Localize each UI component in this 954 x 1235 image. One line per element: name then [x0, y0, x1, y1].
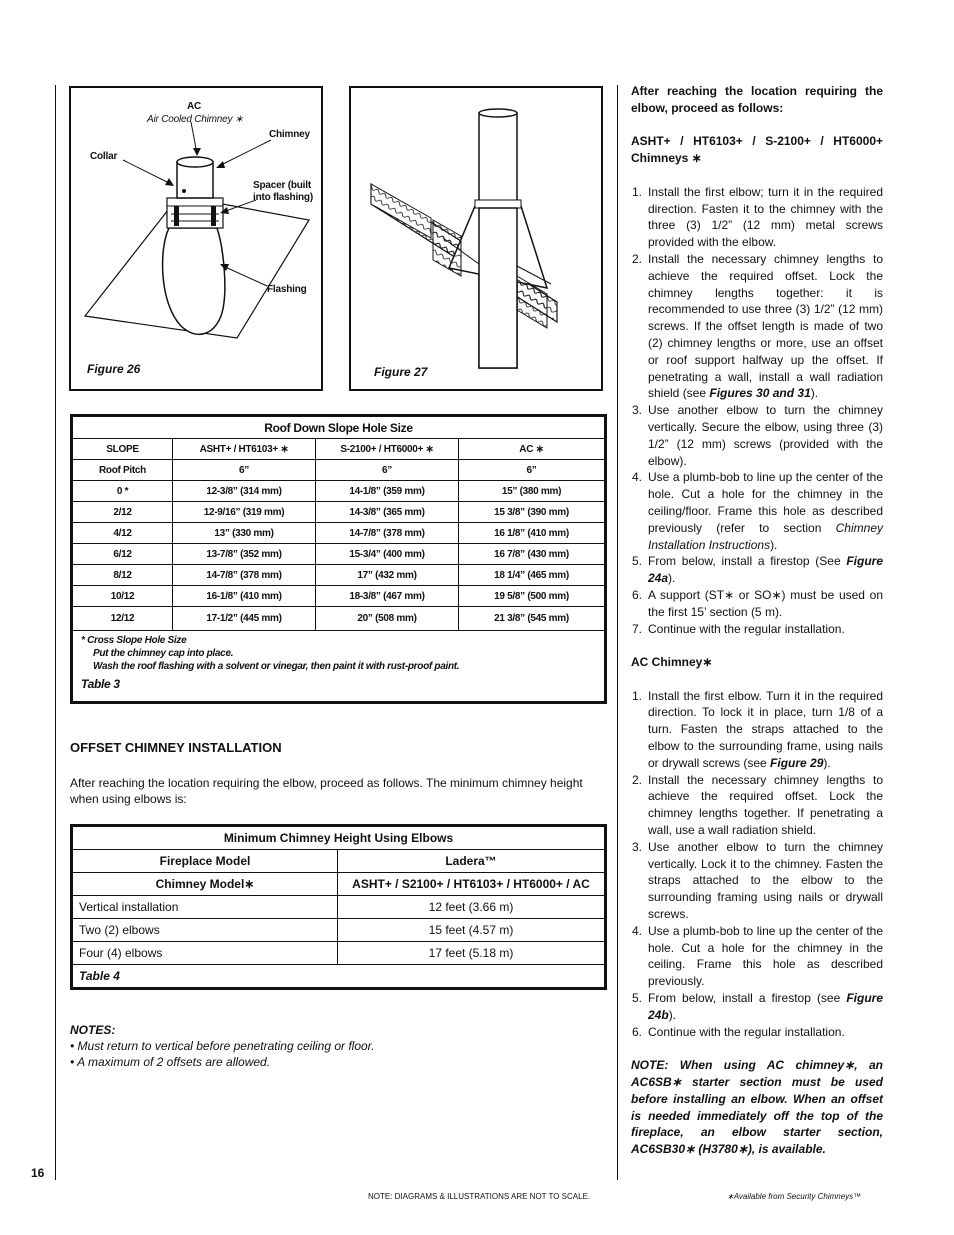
- step-text: Use a plumb-bob to line up the center of the hole. Cut a hole for the chimney in the ceiling/floor. Frame this hole as described previously (refer to section: [648, 470, 883, 535]
- table-3-note-1: * Cross Slope Hole Size: [81, 635, 187, 646]
- table-4: [70, 824, 607, 990]
- table-cell: 14-7/8” (378 mm): [173, 565, 316, 586]
- table-cell: 15 feet (4.57 m): [338, 919, 605, 942]
- figure-reference: Figure 24a: [648, 554, 883, 586]
- table-row: [73, 919, 605, 942]
- list-item: [631, 990, 883, 1024]
- label-collar: Collar: [90, 151, 118, 162]
- list-item: [631, 923, 883, 990]
- step-number: 6.: [632, 587, 643, 602]
- step-text: Install the necessary chimney lengths to achieve the required offset. Lock the chimney lengths together: it is recommended to use three (3) 1/2” (12 mm) screws. If the offset length is made of two (2) chimney lengths or more, use an offset or roof support halfway up the offset. If penetrating a wall, install a wall radiation shield (see: [648, 251, 883, 401]
- table-cell: 17-1/2” (445 mm): [173, 607, 316, 631]
- table-cell: 12-9/16” (319 mm): [173, 502, 316, 523]
- table-4-title: Minimum Chimney Height Using Elbows: [73, 827, 605, 850]
- table-cell: 12 feet (3.66 m): [338, 896, 605, 919]
- page-number: 16: [31, 1166, 45, 1180]
- table-row: [73, 502, 605, 523]
- table-row: [73, 481, 605, 502]
- right-column: [631, 83, 883, 1158]
- table-cell: 21 3/8” (545 mm): [459, 607, 605, 631]
- step-text: Continue with the regular installation.: [648, 1024, 845, 1039]
- table-cell: 15 3/8” (390 mm): [459, 502, 605, 523]
- table-cell: 20” (508 mm): [316, 607, 459, 631]
- table-cell: 10/12: [73, 586, 173, 607]
- table-cell: 16 7/8” (430 mm): [459, 544, 605, 565]
- list-item: [631, 1024, 883, 1041]
- table-row: [73, 896, 605, 919]
- table-3: [70, 414, 607, 704]
- table-4-caption: Table 4: [73, 965, 605, 988]
- offset-heading: OFFSET CHIMNEY INSTALLATION: [70, 740, 282, 755]
- ac-heading: AC Chimney∗: [631, 655, 713, 670]
- table-row: [73, 544, 605, 565]
- step-number: 4.: [632, 923, 643, 938]
- left-margin-rule: [55, 85, 56, 1180]
- step-text: Use another elbow to turn the chimney vertically. Lock it to the chimney. Fasten the straps attached to the elbow to the surrounding framing using nails or drywall screws.: [648, 839, 883, 922]
- list-item: [631, 621, 883, 638]
- step-number: 4.: [632, 470, 643, 485]
- table-cell: 16 1/8” (410 mm): [459, 523, 605, 544]
- table-cell: 14-1/8” (359 mm): [316, 481, 459, 502]
- label-chimney: Chimney: [269, 129, 310, 140]
- notes: [70, 1022, 375, 1070]
- table-3-header: S-2100+ / HT6000+ ∗: [316, 439, 459, 460]
- fireplace-model-value: Ladera™: [338, 850, 605, 873]
- table-row: [73, 460, 605, 481]
- step-number: 5.: [632, 554, 643, 569]
- step-text-tail: ).: [810, 386, 819, 401]
- right-intro: After reaching the location requiring the elbow, proceed as follows:: [631, 84, 883, 115]
- asht-steps: [631, 184, 883, 638]
- notes-item: • Must return to vertical before penetrating ceiling or floor.: [70, 1039, 375, 1053]
- step-text: Use another elbow to turn the chimney vertically. Secure the elbow, using three (3) 1/2” (12 mm) screws (provided with the elbow).: [648, 403, 883, 468]
- table-cell: 6/12: [73, 544, 173, 565]
- step-number: 7.: [632, 621, 643, 636]
- table-3-header: AC ∗: [459, 439, 605, 460]
- table-cell: 15” (380 mm): [459, 481, 605, 502]
- table-cell: 18-3/8” (467 mm): [316, 586, 459, 607]
- table-cell: 17 feet (5.18 m): [338, 942, 605, 965]
- figure-26: [69, 86, 323, 391]
- figure-reference: Figure 24b: [648, 991, 883, 1022]
- step-number: 1.: [632, 688, 643, 703]
- step-text: Install the first elbow. Turn it in the required direction. To lock it in place, turn 1/8 of a turn. Fasten the straps attached to the elbow to the surrounding frame, using nails or drywall screws (see: [648, 688, 883, 770]
- table-3-note-2: Put the chimney cap into place.: [93, 648, 234, 659]
- table-3-header: SLOPE: [73, 439, 173, 460]
- step-number: 2.: [632, 772, 643, 787]
- list-item: [631, 553, 883, 587]
- table-row: [73, 586, 605, 607]
- section-reference: Chimney Installation Instructions: [648, 520, 883, 552]
- table-row: [73, 565, 605, 586]
- table-row: [73, 607, 605, 631]
- figure-reference: Figures 30 and 31: [709, 386, 811, 401]
- figure-reference: Figure 29: [770, 755, 824, 770]
- step-number: 2.: [632, 251, 643, 266]
- table-3-header: ASHT+ / HT6103+ ∗: [173, 439, 316, 460]
- asht-heading: ASHT+ / HT6103+ / S-2100+ / HT6000+ Chimneys ∗: [631, 134, 883, 166]
- table-cell: 19 5/8” (500 mm): [459, 586, 605, 607]
- notes-title: NOTES:: [70, 1023, 116, 1037]
- step-text: Install the first elbow; turn it in the required direction. Fasten it to the chimney with the three (3) 1/2” (12 mm) metal screws provided with the elbow.: [648, 184, 883, 250]
- step-text: Continue with the regular installation.: [648, 621, 845, 636]
- step-number: 6.: [632, 1024, 643, 1039]
- ac-note: NOTE: When using AC chimney∗, an AC6SB∗ starter section must be used before installing an elbow. When an offset is needed immediately off the top of the fireplace, an elbow starter section, AC6SB30∗ (H3780∗), is available.: [631, 1058, 883, 1157]
- table-row: [73, 942, 605, 965]
- table-cell: 6”: [316, 460, 459, 481]
- table-cell: 13-7/8” (352 mm): [173, 544, 316, 565]
- table-cell: 16-1/8” (410 mm): [173, 586, 316, 607]
- label-ac: AC: [187, 101, 202, 112]
- step-number: 1.: [632, 184, 643, 199]
- table-cell: 13” (330 mm): [173, 523, 316, 544]
- table-cell: 6”: [459, 460, 605, 481]
- table-cell: 17” (432 mm): [316, 565, 459, 586]
- table-cell: 12/12: [73, 607, 173, 631]
- table-cell: 8/12: [73, 565, 173, 586]
- table-cell: Two (2) elbows: [73, 919, 338, 942]
- label-flashing: Flashing: [267, 284, 307, 295]
- step-text-tail: ).: [823, 755, 831, 770]
- list-item: [631, 251, 883, 402]
- step-text-tail: ).: [668, 571, 676, 586]
- list-item: [631, 469, 883, 553]
- table-cell: 2/12: [73, 502, 173, 523]
- table-cell: Vertical installation: [73, 896, 338, 919]
- chimney-model-label: Chimney Model∗: [73, 873, 338, 896]
- table-cell: 18 1/4” (465 mm): [459, 565, 605, 586]
- label-spacer-1: Spacer (built: [253, 180, 311, 191]
- list-item: [631, 402, 883, 469]
- figure-27: [349, 86, 603, 391]
- table-cell: 6”: [173, 460, 316, 481]
- table-cell: 14-3/8” (365 mm): [316, 502, 459, 523]
- label-ac-subtitle: Air Cooled Chimney ∗: [147, 114, 244, 125]
- availability-note: ∗Available from Security Chimneys™: [727, 1192, 862, 1201]
- table-cell: 4/12: [73, 523, 173, 544]
- table-row: [73, 523, 605, 544]
- table-3-title: Roof Down Slope Hole Size: [73, 417, 605, 439]
- table-cell: 0 *: [73, 481, 173, 502]
- table-3-note-3: Wash the roof flashing with a solvent or vinegar, then paint it with rust-proof paint.: [93, 661, 460, 672]
- roof-penetration-drawing: [351, 88, 601, 389]
- list-item: [631, 587, 883, 621]
- list-item: [631, 184, 883, 251]
- label-spacer-2: into flashing): [253, 192, 313, 203]
- scale-note: NOTE: DIAGRAMS & ILLUSTRATIONS ARE NOT TO SCALE.: [368, 1192, 591, 1201]
- chimney-model-value: ASHT+ / S2100+ / HT6103+ / HT6000+ / AC: [338, 873, 605, 896]
- list-item: [631, 688, 883, 772]
- table-cell: 12-3/8” (314 mm): [173, 481, 316, 502]
- step-text-tail: ).: [770, 537, 778, 552]
- table-cell: Four (4) elbows: [73, 942, 338, 965]
- figure-27-caption: Figure 27: [374, 365, 428, 379]
- table-cell: 14-7/8” (378 mm): [316, 523, 459, 544]
- step-text: Use a plumb-bob to line up the center of the hole. Cut a hole for the chimney in the ceiling. Frame this hole as described previously.: [648, 923, 883, 989]
- step-number: 5.: [632, 991, 643, 1006]
- step-text: From below, install a firestop (see: [648, 991, 847, 1006]
- column-divider-rule: [617, 85, 618, 1180]
- list-item: [631, 772, 883, 839]
- step-text: Install the necessary chimney lengths to achieve the required offset. Lock the chimney lengths together. If penetrating a wall, use a wall radiation shield.: [648, 772, 883, 838]
- step-text: From below, install a firestop (See: [648, 554, 847, 569]
- table-3-notes: [73, 631, 605, 702]
- figure-26-caption: Figure 26: [87, 362, 141, 376]
- fireplace-model-label: Fireplace Model: [73, 850, 338, 873]
- offset-intro: After reaching the location requiring the elbow, proceed as follows. The minimum chimney height when using elbows is:: [70, 776, 583, 806]
- step-number: 3.: [632, 403, 643, 418]
- notes-item: • A maximum of 2 offsets are allowed.: [70, 1055, 271, 1069]
- step-text: A support (ST∗ or SO∗) must be used on the first 15’ section (5 m).: [648, 587, 883, 619]
- table-3-caption: Table 3: [81, 677, 120, 691]
- list-item: [631, 839, 883, 923]
- step-text-tail: ).: [668, 1007, 677, 1022]
- table-cell: Roof Pitch: [73, 460, 173, 481]
- table-cell: 15-3/4” (400 mm): [316, 544, 459, 565]
- step-number: 3.: [632, 839, 643, 854]
- ac-steps: [631, 688, 883, 1041]
